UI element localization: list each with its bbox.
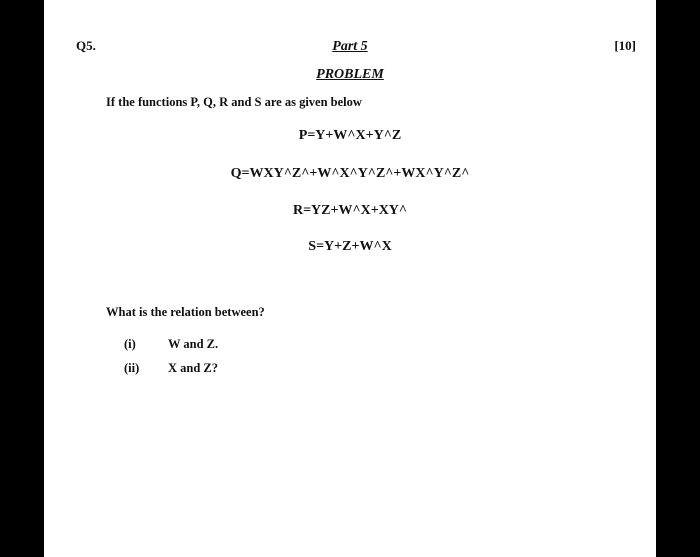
sub-question-text: W and Z.	[168, 337, 219, 351]
question-marks: [10]	[614, 38, 636, 53]
part-title: Part 5	[332, 39, 368, 54]
sub-question-text: X and Z?	[168, 361, 219, 375]
equation-s: S=Y+Z+W^X	[308, 239, 392, 254]
question-number: Q5.	[76, 38, 96, 53]
sub-question-number: (ii)	[124, 361, 140, 375]
relation-prompt: What is the relation between?	[106, 305, 265, 319]
equation-r: R=YZ+W^X+XY^	[292, 203, 408, 218]
problem-intro: If the functions P, Q, R and S are as given below	[106, 95, 362, 109]
problem-title: PROBLEM	[316, 67, 384, 82]
equation-p: P=Y+W^X+Y^Z	[298, 128, 402, 143]
equation-q: Q=WXY^Z^+W^X^Y^Z^+WX^Y^Z^	[230, 166, 470, 181]
sub-question-1	[124, 337, 218, 352]
sub-question-number: (i)	[124, 337, 136, 351]
sub-question-2	[124, 361, 218, 376]
document-page	[44, 0, 656, 557]
